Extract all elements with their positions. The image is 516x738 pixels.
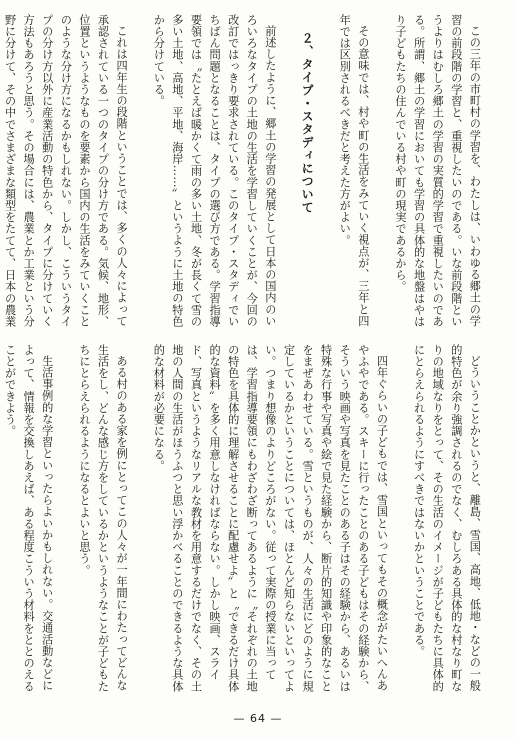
paragraph: ある村のある家を例にとってこの人々が一年間にわたってどんな生活をし、どんな感じ方をしているかというようなことが子どもたちにとらえられるようになるとよいと思う。 [77, 344, 129, 692]
page-number: — 64 — [233, 712, 283, 725]
paragraph: どういうことかというと、離島、雪国、高地、低地・などの一般的特色が余り強調されるのでなく、むしろある具体的な村なり町なりの地域なりをとって、その生活のイメージが子どもたちに具体的にとらえられるようにすべきではないかということである。 [412, 344, 482, 692]
paragraph: この三年の市町村の学習を、わたしは、いわゆる郷土の学習の前段階の学習と、重視したいのである。いな前段階というよりはむしろ郷土の学習の実質的学習で重視したいのである。所謂、郷土の学習においても学習の具体的な地盤はやはり子どもたちの住んでいる村や町の現実であるから。 [394, 14, 482, 328]
paragraph: 四年ぐらいの子どもでは、雪国といってもその概念がたいへんあやふやである。スキーに行ったことのある子どもはその経験から、そういう映画や写真を見たことのある子はその経験から、あるいは特殊な行事や写真や絵で見た経験から、断片的知識や印象的なことをまぜあわせている。雪というものが、人々の生活にどのように規定しているかということについては、ほとんど知らないといってよい。つまり想像のよりどころがない。従って実際の授業に当っては、学習指導要領にもわざわざ断ってあるように〝それぞれの土地の特色を具体的に理解させることに配慮せよ〟と〝できるだけ具体的な資料〟を多く用意しなければならない。しかし映画、スライド、写真というようなリアルな教材を用意するだけでなく、その土地の人間の生活がほうふつと思い浮かべることのできるような具体的な材料が必要になる。 [152, 344, 389, 692]
paragraph: 生活事例的な学習といったらよいかもしれない。交通活動などによって、情報を交換しあえば、ある程度こういう材料をととのえることができよう。 [3, 344, 54, 692]
section-heading: ２、タイプ・スタディについて [300, 32, 315, 214]
paragraph: これは四年生の段階ということでは、多くの人々によって承認されている一つのタイプの分け方である。気候、地形、位置というようなものを要素から国内の生活をみていくことのような分け方になるかもしれない。しかし、こういうタイプの分け方以外に産業活動の特色から、タイプに分けていく方法もあろうと思う。その場合には、農業とか工業という分野に分けて、その中でさまざまな類型をたてて、日本の農業 [3, 14, 129, 328]
paragraph: 前述したように、郷土の学習の発展として日本の国内のいろいろなタイプの土地の生活を学習していくことが、今回の改訂ではっきり要求されている。このタイプ・スタディでいちばん問題となることは、タイプの選び方である。学習指導要領では〝たとえば暖かくて雨の多い土地、冬が長くて雪の多い土地、高地、平地、海岸……〟というように土地の特色から分けている。 [152, 14, 277, 328]
text-block-upper [3, 14, 502, 330]
paragraph: その意味では、村や町の生活をみていく視点が、三年と四年では区別されるべきだと考えた方がよい。 [338, 14, 370, 327]
text-block-lower [3, 344, 502, 694]
